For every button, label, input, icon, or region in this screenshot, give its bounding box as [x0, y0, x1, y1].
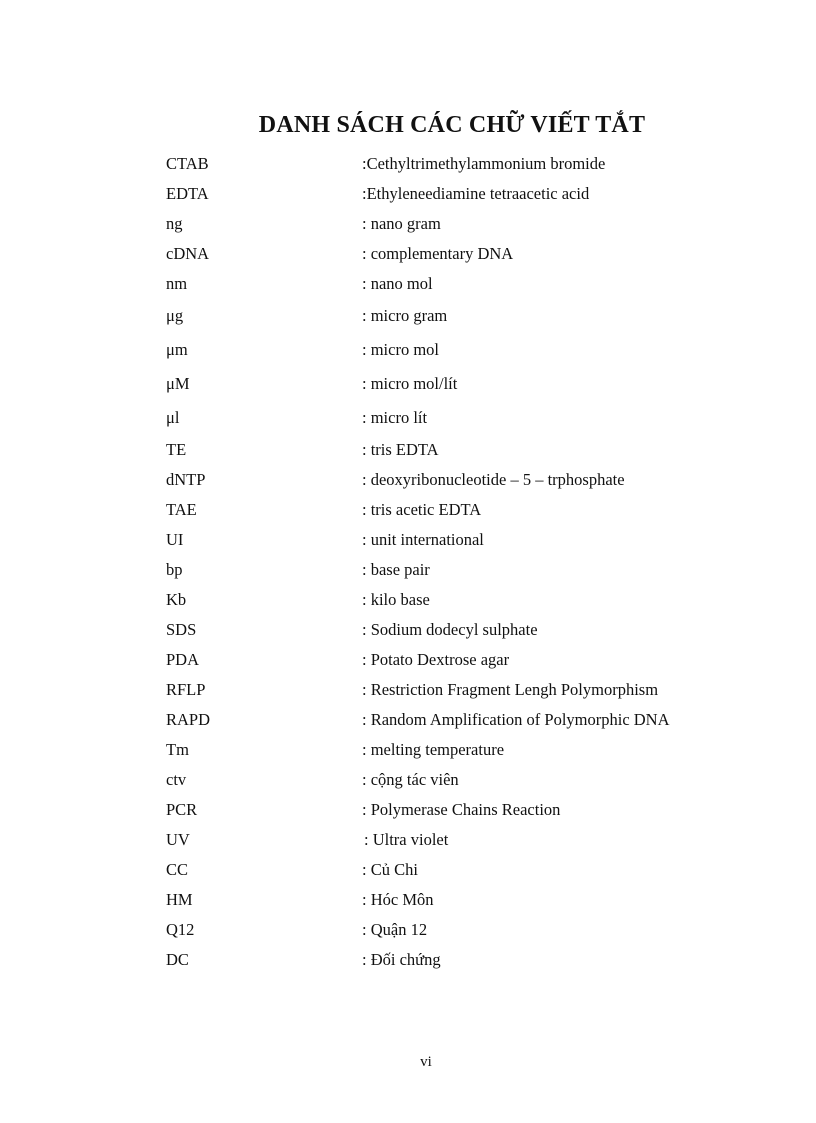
abbreviation-definition: : Củ Chi [362, 860, 418, 879]
abbreviation-definition: : Đối chứng [362, 950, 441, 969]
abbreviation-term: TE [166, 440, 187, 459]
abbreviation-row [166, 918, 746, 942]
abbreviation-row [166, 152, 746, 176]
abbreviation-row [166, 828, 746, 852]
abbreviation-term: CTAB [166, 154, 209, 173]
abbreviation-row [166, 406, 746, 430]
abbreviation-row [166, 558, 746, 582]
abbreviation-term: Kb [166, 590, 187, 609]
abbreviation-row [166, 618, 746, 642]
abbreviation-definition: : nano mol [362, 274, 433, 293]
abbreviation-definition: :Cethyltrimethylammonium bromide [362, 154, 606, 173]
abbreviation-term: bp [166, 560, 183, 579]
abbreviation-definition: : unit international [362, 530, 484, 549]
abbreviation-definition: : Sodium dodecyl sulphate [362, 620, 538, 639]
abbreviation-row [166, 242, 746, 266]
abbreviation-definition: : cộng tác viên [362, 770, 459, 789]
abbreviation-row [166, 858, 746, 882]
abbreviation-definition: : tris acetic EDTA [362, 500, 482, 519]
abbreviation-row [166, 438, 746, 462]
abbreviation-definition: : micro lít [362, 408, 428, 427]
abbreviation-term: nm [166, 274, 188, 293]
abbreviation-definition: : micro mol [362, 340, 439, 359]
abbreviation-definition: : micro mol/lít [362, 374, 458, 393]
abbreviation-term: PCR [166, 800, 198, 819]
abbreviation-term: UV [166, 830, 190, 849]
abbreviation-term: UI [166, 530, 184, 549]
abbreviation-term: SDS [166, 620, 197, 639]
abbreviation-term: μm [166, 340, 188, 359]
abbreviation-term: PDA [166, 650, 200, 669]
abbreviation-definition: : melting temperature [362, 740, 505, 759]
abbreviation-term: μg [166, 306, 184, 325]
page-title: DANH SÁCH CÁC CHỮ VIẾT TẮT [258, 112, 646, 138]
abbreviation-definition: : Quận 12 [362, 920, 428, 939]
abbreviation-term: RAPD [166, 710, 211, 729]
abbreviation-term: DC [166, 950, 189, 969]
abbreviation-definition: : tris EDTA [362, 440, 439, 459]
abbreviation-row [166, 498, 746, 522]
abbreviation-term: dNTP [166, 470, 206, 489]
abbreviation-row [166, 372, 746, 396]
abbreviation-row [166, 528, 746, 552]
abbreviation-term: μM [166, 374, 190, 393]
abbreviation-row [166, 738, 746, 762]
abbreviation-row [166, 182, 746, 206]
abbreviation-definition: : nano gram [362, 214, 441, 233]
abbreviation-definition: : Ultra violet [364, 830, 449, 849]
abbreviation-term: RFLP [166, 680, 206, 699]
abbreviation-definition: : kilo base [362, 590, 430, 609]
abbreviation-row [166, 768, 746, 792]
abbreviation-term: EDTA [166, 184, 209, 203]
abbreviation-row [166, 888, 746, 912]
abbreviation-term: cDNA [166, 244, 210, 263]
abbreviation-term: HM [166, 890, 193, 909]
abbreviation-row [166, 212, 746, 236]
abbreviation-row [166, 468, 746, 492]
page-number: vi [420, 1054, 432, 1070]
abbreviation-term: CC [166, 860, 189, 879]
abbreviation-term: Q12 [166, 920, 195, 939]
abbreviation-definition: : base pair [362, 560, 430, 579]
abbreviation-row [166, 338, 746, 362]
abbreviation-row [166, 678, 746, 702]
abbreviation-term: μl [166, 408, 180, 427]
abbreviation-definition: : Potato Dextrose agar [362, 650, 510, 669]
abbreviation-definition: : Random Amplification of Polymorphic DNA [362, 710, 670, 729]
abbreviation-term: TAE [166, 500, 197, 519]
abbreviation-definition: : Polymerase Chains Reaction [362, 800, 561, 819]
abbreviation-row [166, 708, 746, 732]
abbreviation-definition: :Ethyleneediamine tetraacetic acid [362, 184, 590, 203]
abbreviation-row [166, 272, 746, 296]
abbreviation-term: ctv [166, 770, 187, 789]
abbreviation-row [166, 304, 746, 328]
abbreviation-definition: : micro gram [362, 306, 448, 325]
abbreviation-definition: : deoxyribonucleotide – 5 – trphosphate [362, 470, 625, 489]
abbreviation-term: Tm [166, 740, 189, 759]
abbreviation-definition: : Hóc Môn [362, 890, 434, 909]
abbreviation-row [166, 648, 746, 672]
abbreviation-definition: : Restriction Fragment Lengh Polymorphism [362, 680, 659, 699]
abbreviation-row [166, 798, 746, 822]
abbreviation-row [166, 948, 746, 972]
abbreviation-definition: : complementary DNA [362, 244, 514, 263]
abbreviation-row [166, 588, 746, 612]
abbreviation-term: ng [166, 214, 183, 233]
